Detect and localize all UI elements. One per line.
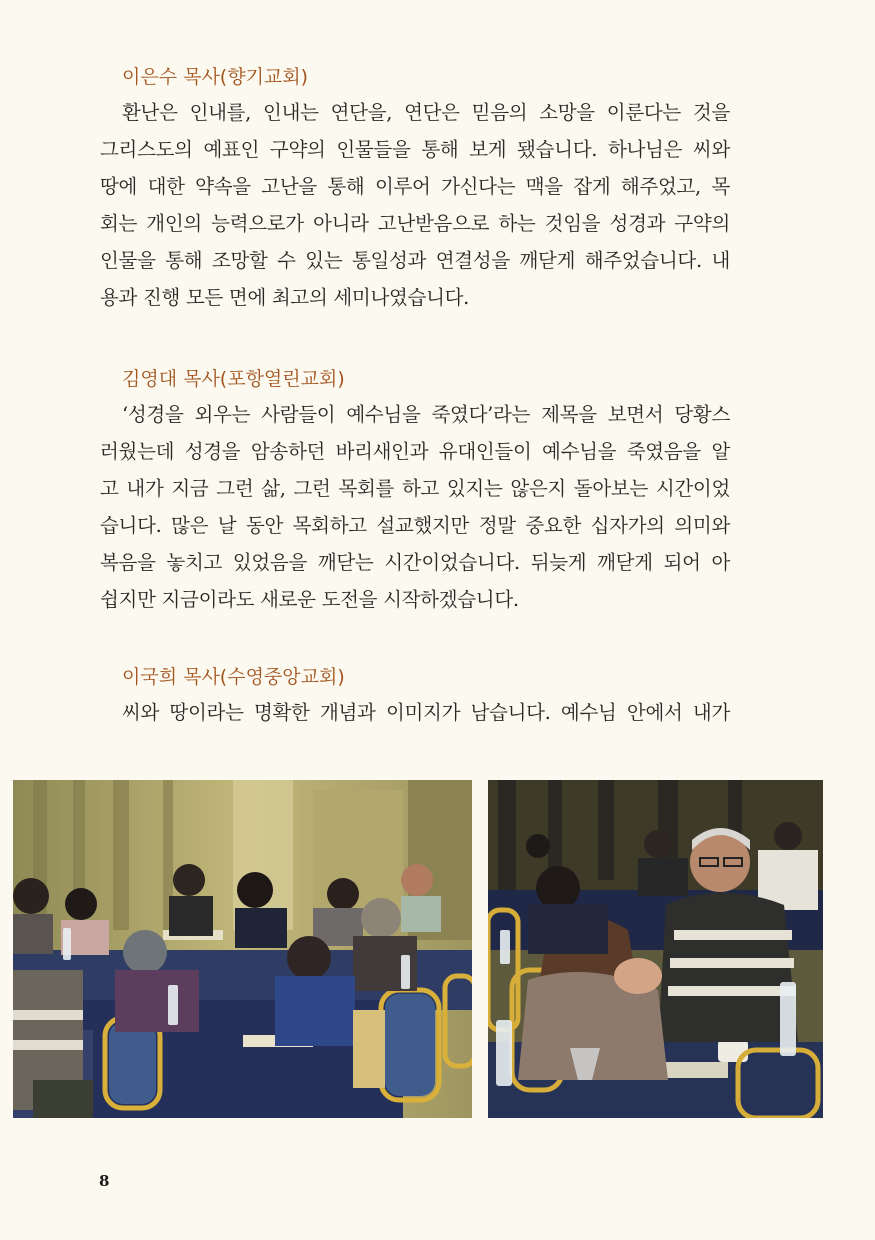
text-line: 씨와 땅이라는 명확한 개념과 이미지가 남습니다. 예수님 안에서 내가	[122, 701, 730, 724]
text-line: ‘성경을 외우는 사람들이 예수님을 죽였다’라는 제목을 보면서 당황스	[122, 403, 730, 426]
testimony-heading: 이은수 목사(향기교회)	[122, 66, 309, 88]
text-line: 환난은 인내를, 인내는 연단을, 연단은 믿음의 소망을 이룬다는 것을	[122, 101, 730, 124]
text-line: 복음을 놓치고 있었음을 깨닫는 시간이었습니다. 뒤늦게 깨닫게 되어 아	[100, 551, 730, 574]
testimony-3	[100, 662, 730, 731]
testimony-body	[100, 396, 730, 618]
testimony-heading: 이국희 목사(수영중앙교회)	[122, 666, 345, 688]
text-line: 쉽지만 지금이라도 새로운 도전을 시작하겠습니다.	[100, 588, 519, 611]
seminar-photo-praying-image	[488, 780, 823, 1118]
text-line: 용과 진행 모든 면에 최고의 세미나였습니다.	[100, 286, 470, 309]
seminar-photo-praying	[488, 780, 823, 1118]
text-line: 습니다. 많은 날 동안 목회하고 설교했지만 정말 중요한 십자가의 의미와	[100, 514, 730, 537]
testimony-heading: 김영대 목사(포항열린교회)	[122, 368, 345, 390]
text-line: 회는 개인의 능력으로가 아니라 고난받음으로 하는 것임을 성경과 구약의	[100, 212, 730, 235]
text-line: 인물을 통해 조망할 수 있는 통일성과 연결성을 깨닫게 해주었습니다. 내	[100, 249, 730, 272]
page-number: 8	[99, 1172, 110, 1190]
seminar-photo-writing	[13, 780, 472, 1118]
seminar-photo-writing-image	[13, 780, 472, 1118]
testimony-body	[100, 94, 730, 316]
text-line: 땅에 대한 약속을 고난을 통해 이루어 가신다는 맥을 잡게 해주었고, 목	[100, 175, 730, 198]
testimony-body	[100, 694, 730, 731]
text-line: 러웠는데 성경을 암송하던 바리새인과 유대인들이 예수님을 죽였음을 알	[100, 440, 730, 463]
testimony-1	[100, 62, 730, 316]
testimony-2	[100, 364, 730, 618]
text-line: 고 내가 지금 그런 삶, 그런 목회를 하고 있지는 않은지 돌아보는 시간이었	[100, 477, 730, 500]
text-line: 그리스도의 예표인 구약의 인물들을 통해 보게 됐습니다. 하나님은 씨와	[100, 138, 730, 161]
